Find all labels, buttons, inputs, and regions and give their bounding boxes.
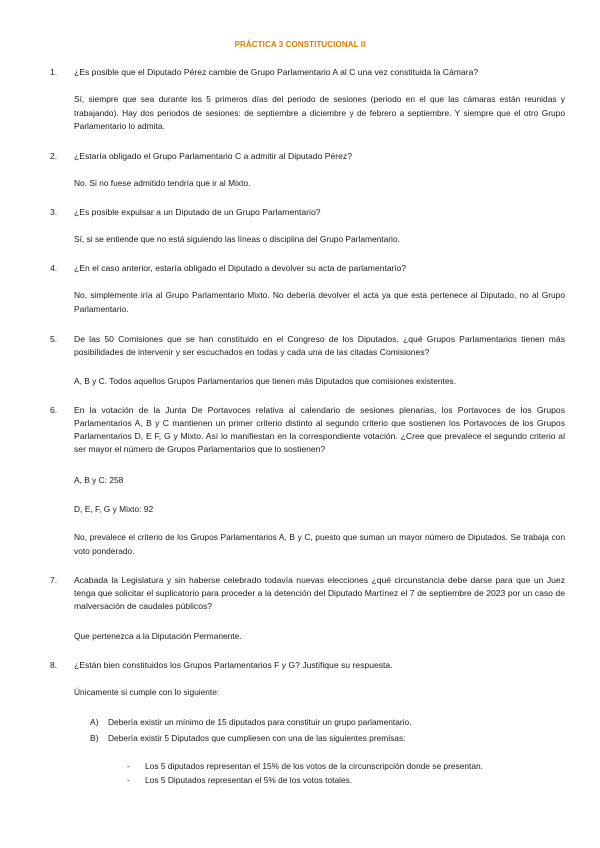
answer-6-line-1: A, B y C: 258 xyxy=(74,475,124,485)
question-text: ¿En el caso anterior, estaría obligado el Diputado a devolver su acta de parlamentario? xyxy=(74,263,407,273)
question-text: ¿Es posible que el Diputado Pérez cambie de Grupo Parlamentario A al C una vez constituida la Cámara? xyxy=(74,67,479,77)
question-number: 3. xyxy=(50,207,58,217)
list-text: Debería existir un mínimo de 15 diputados para constituir un grupo parlamentario. xyxy=(108,717,412,727)
sublist-text: Los 5 diputados representan el 15% de los votos de la circunscripción donde se presentan. xyxy=(145,761,484,771)
answer-5: A, B y C. Todos aquellos Grupos Parlamentarios que tienen más Diputados que comisiones existentes. xyxy=(74,376,457,386)
sublist-text: Los 5 Diputados representan el 5% de los votos totales. xyxy=(145,775,353,785)
question-number: 1. xyxy=(50,67,58,77)
question-text: ¿Estaría obligado el Grupo Parlamentario C a admitir al Diputado Pérez? xyxy=(74,151,353,161)
question-text: ¿Es posible expulsar a un Diputado de un Grupo Parlamentario? xyxy=(74,207,321,217)
answer-1: Sí, siempre que sea durante los 5 primeros días del periodo de sesiones (periodo en el que las cámaras están reunidas y trabajando). Hay dos periodos de sesiones: de septiembre a diciembre y de febrero a septiembre. Y siempre que el otro Grupo Parlamentario lo admita. xyxy=(74,94,565,131)
question-number: 2. xyxy=(50,151,58,161)
question-number: 7. xyxy=(50,575,58,585)
question-text: En la votación de la Junta De Portavoces relativa al calendario de sesiones plenarias, los Portavoces de los Grupos Parlamentarios A, B y C mantienen un primer criterio distinto al segundo criterio que sostienen los Portavoces de los Grupos Parlamentarios D, E F, G y Mixto. Así lo manifiestan en la correspondiente votación. ¿Cree que prevalece el segundo criterio al ser mayor el número de Grupos Parlamentarios que lo sostienen? xyxy=(74,405,565,454)
document-title: PRÁCTICA 3 CONSTITUCIONAL II xyxy=(234,40,366,49)
bullet-marker: - xyxy=(127,761,130,771)
question-number: 6. xyxy=(50,405,58,415)
question-number: 8. xyxy=(50,660,58,670)
answer-2: No. Si no fuese admitido tendría que ir al Mixto. xyxy=(74,178,251,188)
question-text: ¿Están bien constituidos los Grupos Parlamentarios F y G? Justifique su respuesta. xyxy=(74,660,393,670)
answer-7: Que pertenezca a la Diputación Permanente. xyxy=(74,631,242,641)
answer-6-line-2: D, E, F, G y Mixto: 92 xyxy=(74,504,154,514)
list-marker: A) xyxy=(90,717,99,727)
question-text: De las 50 Comisiones que se han constituido en el Congreso de los Diputados, ¿qué Grupos Parlamentarios tienen más posibilidades de intervenir y ser escuchados en todas y cada una de las citadas Comisiones? xyxy=(74,334,565,357)
list-marker: B) xyxy=(90,733,99,743)
answer-6-line-3: No, prevalece el criterio de los Grupos Parlamentarios A, B y C, puesto que suman un mayor número de Diputados. Se trabaja con voto ponderado. xyxy=(74,532,565,556)
answer-8: Únicamente si cumple con lo siguiente: xyxy=(74,687,220,697)
question-number: 4. xyxy=(50,263,58,273)
question-number: 5. xyxy=(50,334,58,344)
question-text: Acabada la Legislatura y sin haberse celebrado todavía nuevas elecciones ¿qué circunstancia debe darse para que un Juez tenga que solicitar el suplicatorio para proceder a la detención del Diputado Martínez el 7 de septiembre de 2023 por un caso de malversación de caudales públicos? xyxy=(74,575,565,611)
answer-4: No, simplemente iría al Grupo Parlamentario Mixto. No debería devolver el acta ya que esta pertenece al Diputado, no al Grupo Parlamentario. xyxy=(74,290,565,314)
bullet-marker: - xyxy=(127,775,130,785)
list-text: Debería existir 5 Diputados que cumpliesen con una de las siguientes premisas: xyxy=(108,733,406,743)
answer-3: Sí, si se entiende que no está siguiendo las líneas o disciplina del Grupo Parlamentario. xyxy=(74,234,400,244)
